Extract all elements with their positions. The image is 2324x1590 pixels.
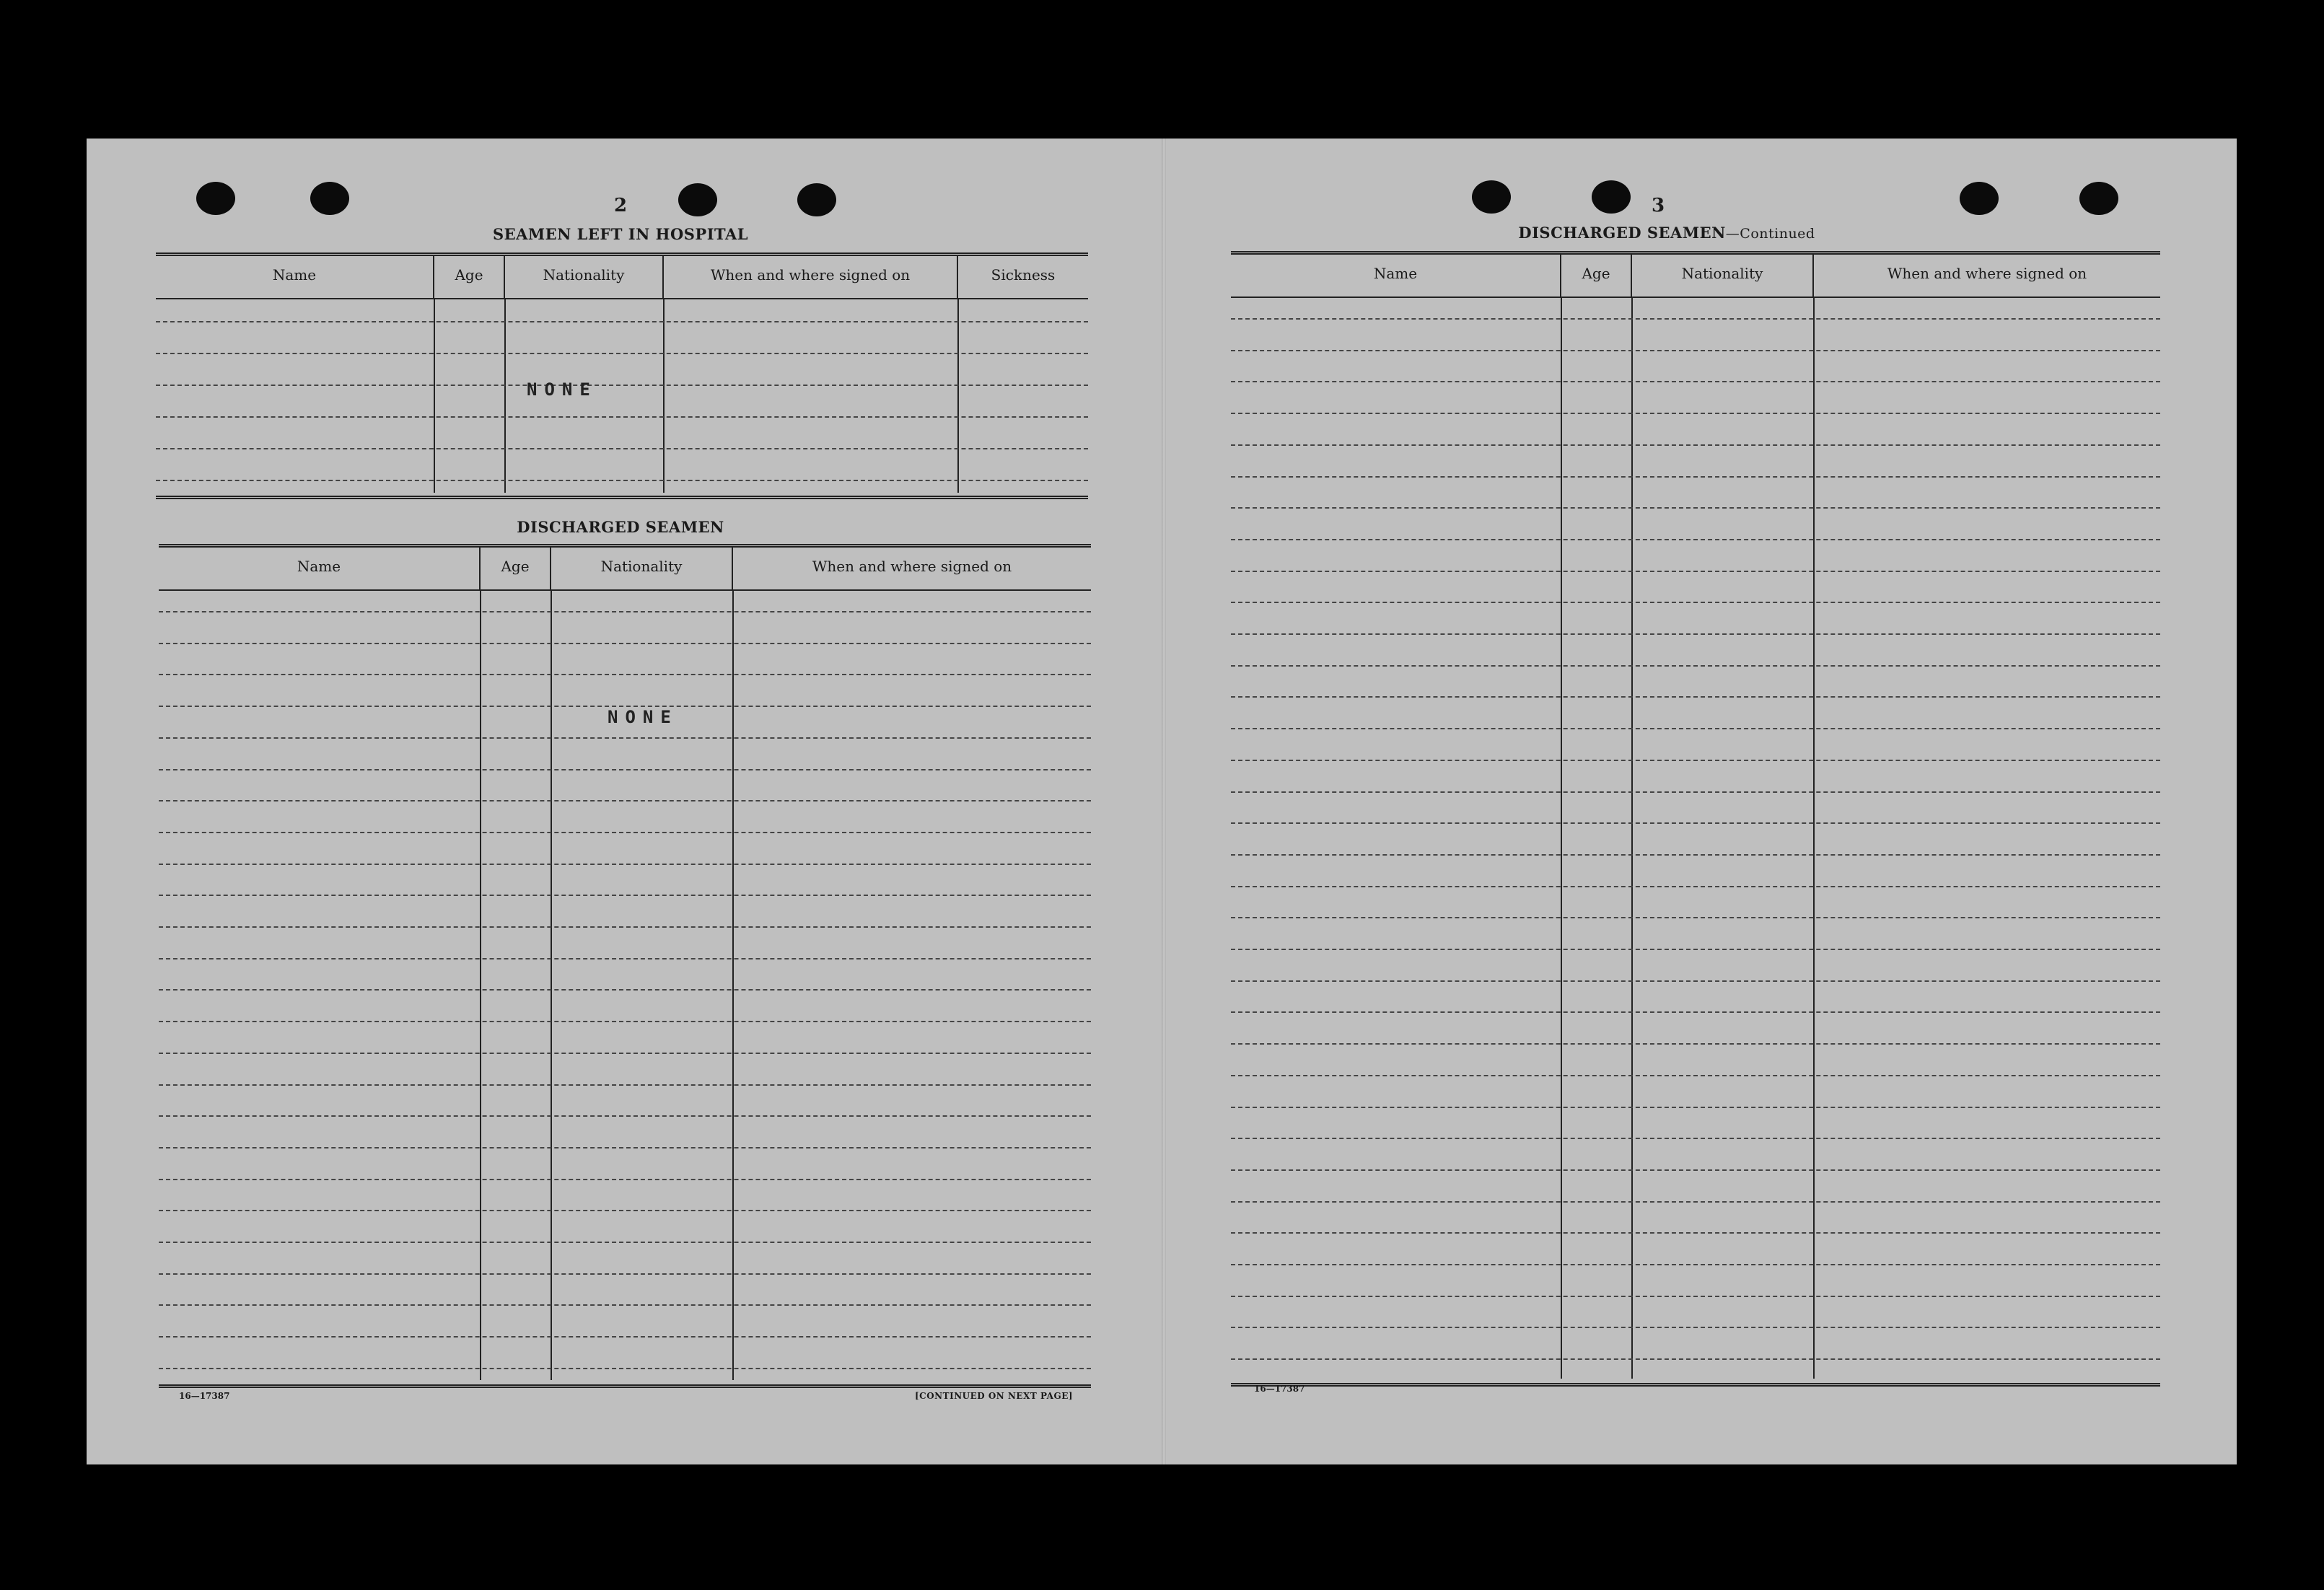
column-header-nationality: Nationality (505, 256, 664, 298)
right-title-suffix: —Continued (1725, 226, 1815, 242)
ruled-line (1231, 822, 2160, 824)
ruled-line (1231, 1358, 2160, 1360)
ruled-line (1231, 633, 2160, 635)
column-header-nationality: Nationality (551, 548, 733, 589)
column-header-name: Name (159, 548, 481, 589)
ruled-line (1231, 1296, 2160, 1297)
ruled-line (1231, 1169, 2160, 1171)
ruled-line (1231, 539, 2160, 540)
ruled-line (1231, 507, 2160, 509)
ruled-line (159, 769, 1091, 770)
ruled-line (1231, 728, 2160, 729)
punch-hole (797, 183, 836, 216)
ruled-line (159, 1179, 1091, 1180)
ruled-line (1231, 696, 2160, 698)
ruled-line (1231, 571, 2160, 572)
ruled-line (159, 864, 1091, 865)
column-header-signed-on: When and where signed on (664, 256, 958, 298)
ruled-line (159, 1304, 1091, 1306)
punch-hole (2079, 182, 2118, 215)
discharged-table (159, 544, 1091, 1388)
discharged-table-title: DISCHARGED SEAMEN (517, 518, 724, 536)
right-discharged-table (1231, 251, 2160, 1387)
ruled-line (1231, 350, 2160, 351)
column-header-name: Name (1231, 255, 1561, 297)
discharged-none-entry: NONE (608, 707, 678, 727)
ruled-line (1231, 854, 2160, 856)
column-header-age: Age (481, 548, 551, 589)
ruled-line (159, 674, 1091, 675)
punch-hole (310, 182, 349, 215)
ruled-line (1231, 444, 2160, 446)
ruled-line (1231, 760, 2160, 761)
ruled-line (159, 1021, 1091, 1022)
ruled-line (1231, 949, 2160, 950)
ruled-line (159, 832, 1091, 833)
punch-hole (1472, 180, 1511, 214)
ruled-line (1231, 1264, 2160, 1265)
right-title-main: DISCHARGED SEAMEN (1518, 224, 1726, 242)
column-header-age: Age (434, 256, 505, 298)
ruled-line (1231, 886, 2160, 887)
ruled-line (159, 800, 1091, 801)
column-header-sickness: Sickness (991, 266, 1056, 284)
ruled-line (159, 989, 1091, 991)
right-table-body (1231, 298, 2160, 1379)
ruled-line (1231, 1327, 2160, 1328)
column-header-name: Name (156, 256, 434, 298)
hospital-table-header (156, 256, 1088, 299)
ruled-line (159, 611, 1091, 612)
ruled-line (159, 958, 1091, 959)
ruled-line (1231, 1075, 2160, 1076)
right-table-title (1501, 224, 1833, 242)
ruled-line (159, 643, 1091, 644)
ruled-line (159, 1368, 1091, 1369)
ruled-line (1231, 1107, 2160, 1108)
column-header-signed-on: When and where signed on (812, 558, 1012, 575)
ruled-line (1231, 791, 2160, 793)
ruled-line (1231, 1043, 2160, 1045)
hospital-none-entry: NONE (527, 379, 597, 400)
ruled-line (159, 1273, 1091, 1275)
ruled-line (159, 1147, 1091, 1148)
ruled-line (1231, 665, 2160, 667)
page-fold (1162, 139, 1166, 1464)
ruled-line (1231, 980, 2160, 982)
ruled-line (159, 1242, 1091, 1243)
hospital-table (156, 252, 1088, 499)
hospital-table-title: SEAMEN LEFT IN HOSPITAL (492, 225, 749, 243)
column-header-age: Age (1561, 255, 1632, 297)
punch-hole (1960, 182, 1999, 215)
ruled-line (159, 1210, 1091, 1211)
ruled-line (1231, 1232, 2160, 1234)
discharged-table-header (159, 548, 1091, 591)
punch-hole (196, 182, 235, 215)
ruled-line (159, 1053, 1091, 1054)
ruled-line (159, 1336, 1091, 1338)
left-form-number: 16—17387 (179, 1391, 230, 1401)
right-page-number: 3 (1651, 195, 1665, 216)
right-table-header (1231, 255, 2160, 298)
ruled-line (1231, 476, 2160, 478)
ruled-line (1231, 318, 2160, 320)
column-header-nationality: Nationality (1632, 255, 1814, 297)
column-header-signed-on: When and where signed on (1887, 265, 2087, 282)
hospital-table-body (156, 299, 1088, 493)
ruled-line (159, 1115, 1091, 1117)
continued-note: [CONTINUED ON NEXT PAGE] (915, 1391, 1074, 1401)
ruled-line (159, 737, 1091, 739)
ruled-line (1231, 1011, 2160, 1013)
ruled-line (1231, 1201, 2160, 1203)
ruled-line (1231, 381, 2160, 382)
ruled-line (1231, 1138, 2160, 1139)
ruled-line (1231, 602, 2160, 603)
ruled-line (159, 895, 1091, 896)
punch-hole (678, 183, 717, 216)
ruled-line (159, 926, 1091, 928)
manifest-sheet (87, 139, 2237, 1464)
ruled-line (1231, 413, 2160, 414)
right-form-number: 16—17387 (1254, 1384, 1305, 1394)
punch-hole (1592, 180, 1631, 214)
ruled-line (1231, 917, 2160, 918)
ruled-line (159, 1084, 1091, 1086)
left-page-number: 2 (613, 195, 628, 216)
